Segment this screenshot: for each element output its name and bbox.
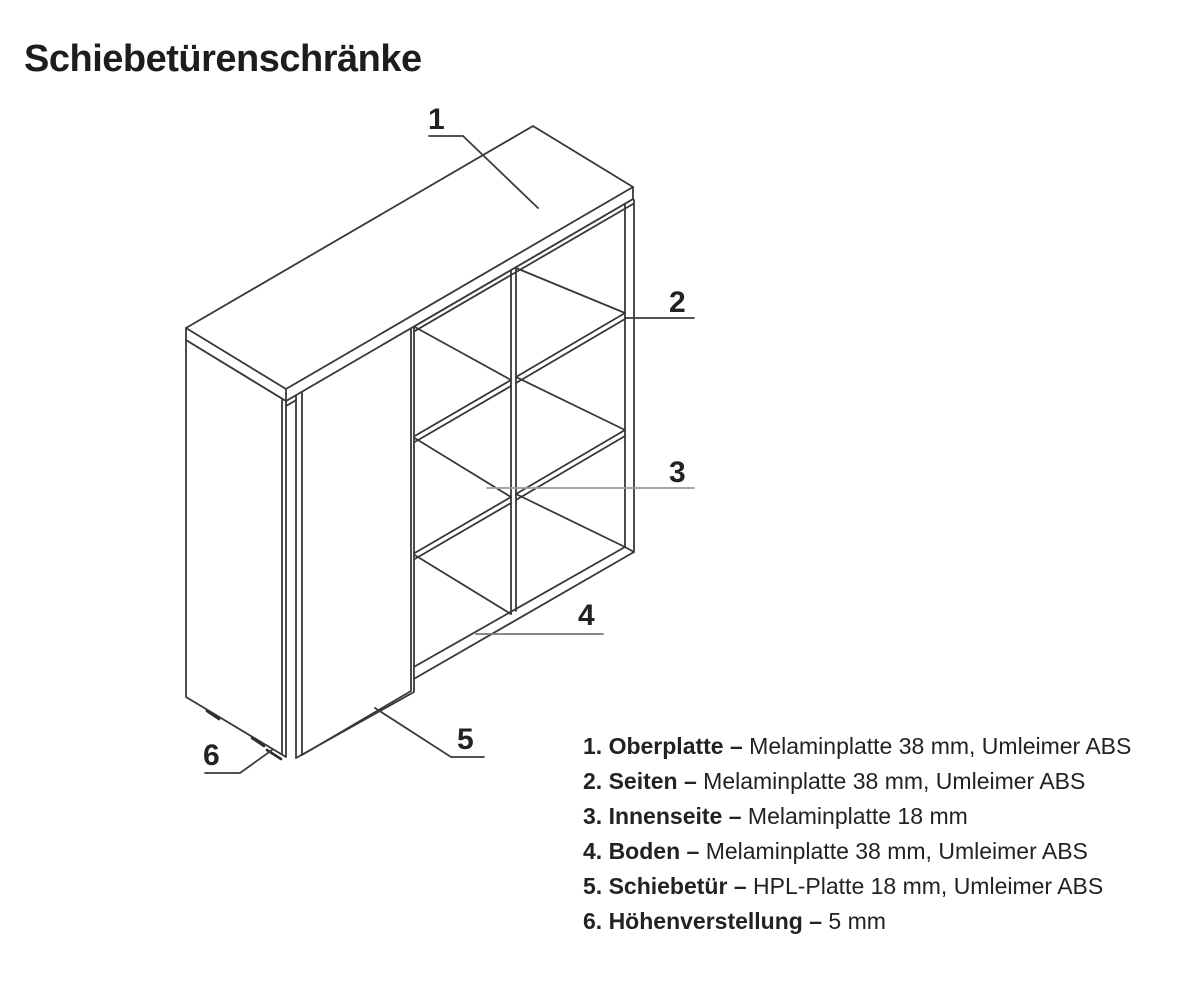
- legend-item-3: [583, 799, 1183, 834]
- legend-desc: 5 mm: [828, 908, 886, 934]
- legend-item-5: [583, 869, 1183, 904]
- legend-term: 4. Boden –: [583, 838, 700, 864]
- legend-desc: Melaminplatte 38 mm, Umleimer ABS: [703, 768, 1086, 794]
- legend-item-6: [583, 904, 1183, 939]
- legend-term: 1. Oberplatte –: [583, 733, 743, 759]
- legend-term: 2. Seiten –: [583, 768, 697, 794]
- legend-term: 6. Höhenverstellung –: [583, 908, 823, 934]
- legend-item-1: [583, 729, 1183, 764]
- callout-label-4: 4: [578, 599, 595, 632]
- legend-desc: Melaminplatte 38 mm, Umleimer ABS: [749, 733, 1132, 759]
- legend-item-4: [583, 834, 1183, 869]
- page-title: Schiebetürenschränke: [24, 38, 422, 80]
- parts-legend: [583, 729, 1183, 939]
- legend-desc: Melaminplatte 38 mm, Umleimer ABS: [705, 838, 1088, 864]
- legend-term: 3. Innenseite –: [583, 803, 742, 829]
- legend-term: 5. Schiebetür –: [583, 873, 747, 899]
- legend-item-2: [583, 764, 1183, 799]
- callout-label-1: 1: [428, 103, 445, 136]
- callout-label-3: 3: [669, 456, 686, 489]
- left-side-panel-lines: [186, 340, 286, 757]
- callout-label-2: 2: [669, 286, 686, 319]
- callout-label-6: 6: [203, 739, 220, 772]
- legend-desc: HPL-Platte 18 mm, Umleimer ABS: [753, 873, 1104, 899]
- callout-label-5: 5: [457, 723, 474, 756]
- legend-desc: Melaminplatte 18 mm: [747, 803, 968, 829]
